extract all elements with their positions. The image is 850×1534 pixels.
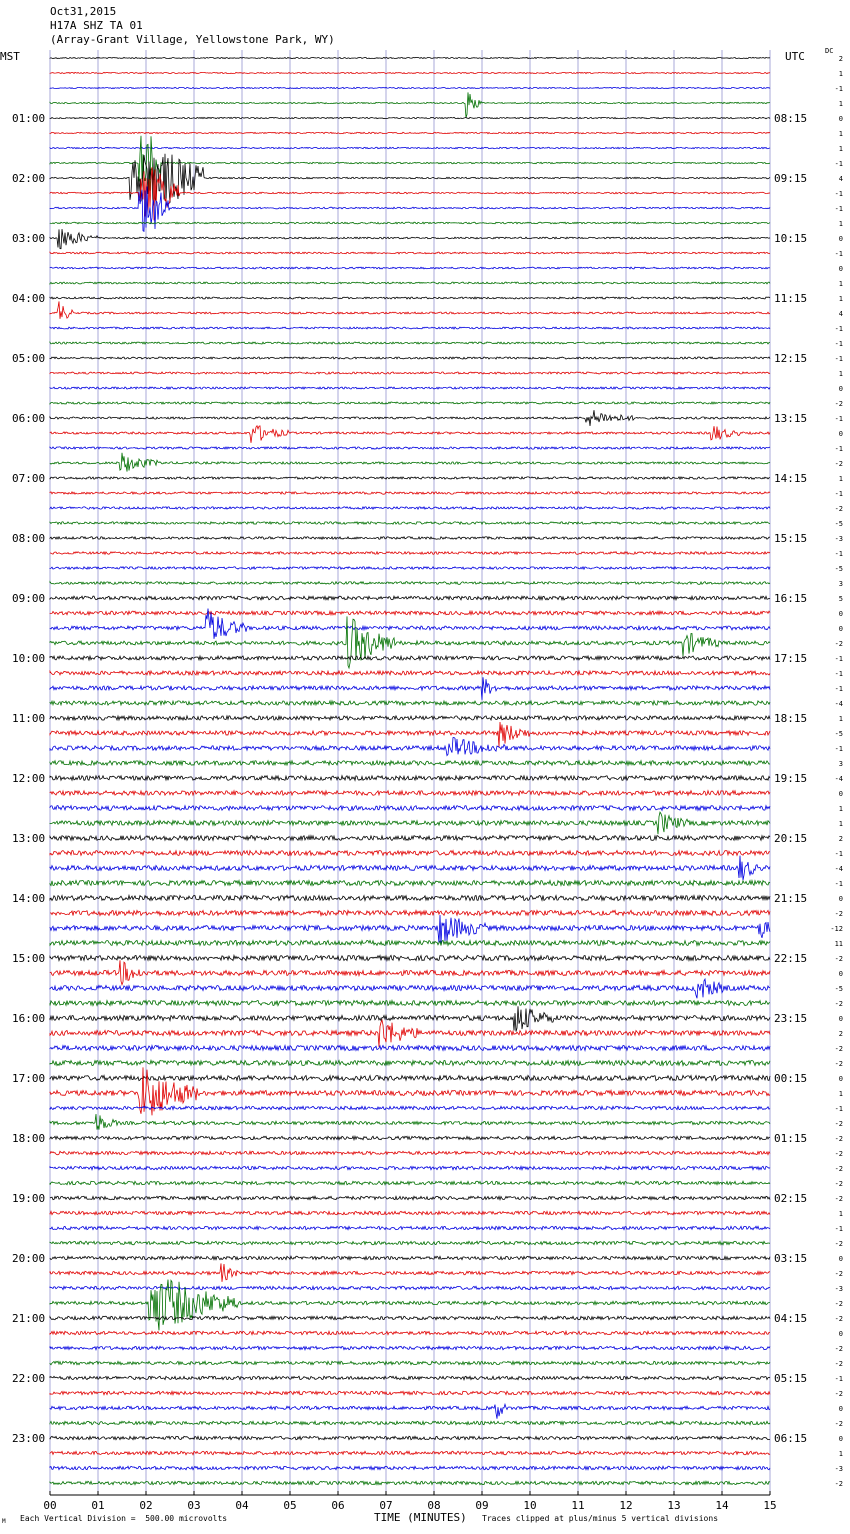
trace-line-16	[50, 297, 770, 299]
station-location: (Array-Grant Village, Yellowstone Park, WY)	[50, 33, 335, 46]
trace-line-86	[50, 1346, 770, 1349]
left-hour-label: 17:00	[12, 1072, 46, 1085]
trace-line-1	[50, 72, 770, 73]
left-hour-label: 16:00	[12, 1012, 46, 1025]
x-tick-label: 01	[91, 1499, 105, 1512]
clip-note: Traces clipped at plus/minus 5 vertical divisions	[482, 1514, 719, 1523]
trace-line-64	[50, 1006, 770, 1031]
trace-line-40	[50, 656, 770, 660]
x-tick-label: 14	[715, 1499, 729, 1512]
trace-line-27	[50, 453, 770, 472]
trace-line-22	[50, 387, 770, 389]
x-tick-label: 06	[331, 1499, 345, 1512]
left-hour-label: 04:00	[12, 292, 46, 305]
trace-line-37	[50, 611, 770, 615]
trace-line-54	[50, 856, 770, 881]
trace-line-24	[50, 410, 770, 426]
trace-line-18	[50, 327, 770, 329]
trace-line-50	[50, 806, 770, 811]
dc-offset-value: 1	[838, 820, 843, 828]
dc-offset-value: -3	[834, 535, 843, 543]
right-hour-label: 10:15	[774, 232, 808, 245]
dc-offset-value: 1	[838, 130, 843, 138]
trace-line-0	[50, 57, 770, 58]
trace-line-67	[50, 1060, 770, 1065]
right-hour-label: 21:15	[774, 892, 808, 905]
trace-line-95	[50, 1481, 770, 1484]
right-hour-label: 18:15	[774, 712, 808, 725]
dc-offset-value: -2	[834, 910, 843, 918]
trace-line-21	[50, 372, 770, 374]
plot-date: Oct31,2015	[50, 5, 117, 18]
trace-line-29	[50, 492, 770, 494]
right-hour-label: 14:15	[774, 472, 808, 485]
dc-offset-value: 11	[834, 940, 843, 948]
trace-line-60	[50, 955, 770, 960]
left-hour-label: 14:00	[12, 892, 46, 905]
trace-line-20	[50, 357, 770, 359]
left-hour-label: 06:00	[12, 412, 46, 425]
trace-line-14	[50, 267, 770, 269]
dc-offset-value: -1	[834, 490, 843, 498]
trace-line-44	[50, 716, 770, 720]
trace-line-52	[50, 836, 770, 841]
dc-offset-value: 1	[838, 370, 843, 378]
dc-offset-value: 0	[838, 265, 843, 273]
dc-offset-value: -2	[834, 1045, 843, 1053]
trace-line-9	[50, 167, 770, 220]
trace-line-56	[50, 895, 770, 900]
right-hour-label: 11:15	[774, 292, 808, 305]
trace-line-4	[50, 117, 770, 118]
dc-offset-value: -2	[834, 1390, 843, 1398]
x-tick-label: 13	[667, 1499, 681, 1512]
dc-offset-value: 0	[838, 970, 843, 978]
dc-offset-value: -5	[834, 565, 843, 573]
trace-line-32	[50, 537, 770, 539]
dc-offset-value: -3	[834, 1285, 843, 1293]
dc-offset-value: 1	[838, 1450, 843, 1458]
left-hour-label: 09:00	[12, 592, 46, 605]
left-hour-label: 22:00	[12, 1372, 46, 1385]
trace-line-61	[50, 960, 770, 984]
trace-line-35	[50, 582, 770, 585]
trace-line-87	[50, 1361, 770, 1364]
dc-offset-value: 1	[838, 1090, 843, 1098]
dc-offset-value: 1	[838, 220, 843, 228]
x-tick-label: 07	[379, 1499, 393, 1512]
trace-line-71	[50, 1114, 770, 1130]
dc-offset-value: -2	[834, 1195, 843, 1203]
dc-offset-value: 4	[838, 310, 843, 318]
dc-offset-value: -2	[834, 505, 843, 513]
trace-line-82	[50, 1286, 770, 1289]
dc-offset-value: -2	[834, 1315, 843, 1323]
left-hour-label: 05:00	[12, 352, 46, 365]
seismic-traces	[50, 57, 770, 1484]
trace-line-66	[50, 1045, 770, 1050]
trace-line-41	[50, 671, 770, 675]
dc-offset-value: -4	[834, 700, 843, 708]
trace-line-68	[50, 1075, 770, 1080]
trace-line-79	[50, 1241, 770, 1244]
dc-offset-value: -1	[834, 355, 843, 363]
right-hour-label: 02:15	[774, 1192, 808, 1205]
left-hour-label: 15:00	[12, 952, 46, 965]
dc-offset-label: DC	[825, 47, 834, 55]
trace-line-43	[50, 701, 770, 705]
trace-line-73	[50, 1151, 770, 1154]
dc-offset-value: 5	[838, 595, 843, 603]
trace-line-76	[50, 1196, 770, 1199]
dc-offset-value: 3	[838, 760, 843, 768]
trace-line-19	[50, 342, 770, 344]
dc-offset-value: -5	[834, 730, 843, 738]
dc-offset-value: 2	[838, 55, 843, 63]
dc-offset-value: -2	[834, 1180, 843, 1188]
right-hour-label: 16:15	[774, 592, 808, 605]
trace-line-7	[50, 136, 770, 191]
dc-offset-value: -1	[834, 1375, 843, 1383]
dc-offset-value: -2	[834, 1480, 843, 1488]
dc-offset-value: 0	[838, 1015, 843, 1023]
trace-line-59	[50, 940, 770, 945]
dc-offset-value: -4	[834, 775, 843, 783]
dc-offset-value: 1	[838, 70, 843, 78]
dc-offset-value: -1	[834, 85, 843, 93]
left-hour-label: 08:00	[12, 532, 46, 545]
dc-offset-value: 1	[838, 100, 843, 108]
dc-offset-value: -1	[834, 685, 843, 693]
trace-line-92	[50, 1436, 770, 1439]
trace-line-25	[50, 426, 770, 443]
trace-line-93	[50, 1451, 770, 1454]
trace-line-57	[50, 910, 770, 915]
dc-offset-value: 0	[838, 1075, 843, 1083]
trace-line-74	[50, 1166, 770, 1169]
dc-offset-value: 0	[838, 430, 843, 438]
x-axis-title: TIME (MINUTES)	[374, 1511, 467, 1524]
dc-offset-value: 0	[838, 610, 843, 618]
trace-line-47	[50, 761, 770, 765]
right-hour-label: 04:15	[774, 1312, 808, 1325]
dc-offset-value: 1	[838, 295, 843, 303]
left-hour-label: 18:00	[12, 1132, 46, 1145]
trace-line-36	[50, 596, 770, 600]
left-timezone-label: MST	[0, 50, 20, 63]
dc-offset-value: -1	[834, 745, 843, 753]
trace-line-63	[50, 1001, 770, 1006]
dc-offset-value: 0	[838, 790, 843, 798]
dc-offset-value: -1	[834, 205, 843, 213]
trace-line-81	[50, 1263, 770, 1281]
trace-line-49	[50, 791, 770, 796]
trace-line-13	[50, 252, 770, 254]
trace-line-28	[50, 477, 770, 479]
trace-line-17	[50, 301, 770, 318]
trace-line-75	[50, 1181, 770, 1184]
trace-line-88	[50, 1376, 770, 1379]
dc-offset-value: 4	[838, 175, 843, 183]
right-hour-label: 20:15	[774, 832, 808, 845]
trace-line-89	[50, 1391, 770, 1394]
trace-line-31	[50, 522, 770, 524]
x-tick-label: 15	[763, 1499, 777, 1512]
x-tick-label: 12	[619, 1499, 633, 1512]
right-hour-label: 00:15	[774, 1072, 808, 1085]
trace-line-94	[50, 1466, 770, 1469]
dc-offset-value: -1	[834, 550, 843, 558]
dc-offset-value: 2	[838, 1030, 843, 1038]
trace-line-46	[50, 738, 770, 756]
dc-offset-value: -2	[834, 1270, 843, 1278]
x-tick-label: 11	[571, 1499, 585, 1512]
left-hour-label: 03:00	[12, 232, 46, 245]
left-hour-label: 19:00	[12, 1192, 46, 1205]
right-hour-label: 17:15	[774, 652, 808, 665]
dc-offset-value: -1	[834, 325, 843, 333]
trace-line-38	[50, 609, 770, 639]
dc-offset-value: -2	[834, 640, 843, 648]
right-hour-label: 03:15	[774, 1252, 808, 1265]
x-tick-label: 10	[523, 1499, 537, 1512]
right-timezone-label: UTC	[785, 50, 805, 63]
right-hour-label: 05:15	[774, 1372, 808, 1385]
trace-line-3	[50, 92, 770, 117]
dc-offset-value: 1	[838, 145, 843, 153]
left-hour-label: 10:00	[12, 652, 46, 665]
dc-offset-value: -1	[834, 880, 843, 888]
dc-offset-value: 0	[838, 235, 843, 243]
trace-line-5	[50, 132, 770, 133]
dc-offset-value: -2	[834, 1345, 843, 1353]
dc-offset-value: -1	[834, 850, 843, 858]
x-axis	[43, 1491, 776, 1512]
dc-offset-value: 1	[838, 475, 843, 483]
trace-line-80	[50, 1256, 770, 1259]
dc-offset-value: -1	[834, 445, 843, 453]
dc-offset-value: -2	[834, 1240, 843, 1248]
left-hour-label: 12:00	[12, 772, 46, 785]
trace-line-12	[50, 229, 770, 249]
dc-offset-value: -2	[834, 1000, 843, 1008]
right-hour-label: 13:15	[774, 412, 808, 425]
left-hour-label: 02:00	[12, 172, 46, 185]
right-hour-label: 06:15	[774, 1432, 808, 1445]
dc-offset-values	[830, 55, 843, 1488]
trace-line-78	[50, 1226, 770, 1229]
dc-offset-value: -2	[834, 1165, 843, 1173]
trace-line-6	[50, 147, 770, 148]
dc-offset-value: 0	[838, 625, 843, 633]
left-hour-label: 20:00	[12, 1252, 46, 1265]
dc-offset-value: 0	[838, 1435, 843, 1443]
right-hour-label: 08:15	[774, 112, 808, 125]
dc-offset-value: -5	[834, 985, 843, 993]
trace-line-53	[50, 851, 770, 856]
trace-line-90	[50, 1404, 770, 1418]
trace-line-85	[50, 1331, 770, 1334]
trace-line-34	[50, 567, 770, 570]
left-hour-label: 23:00	[12, 1432, 46, 1445]
trace-line-26	[50, 447, 770, 449]
minute-gridlines	[50, 50, 770, 1491]
left-hour-label: 13:00	[12, 832, 46, 845]
left-hour-label: 07:00	[12, 472, 46, 485]
x-tick-label: 03	[187, 1499, 201, 1512]
trace-line-30	[50, 507, 770, 509]
trace-line-62	[50, 979, 770, 998]
dc-offset-value: -1	[834, 655, 843, 663]
trace-line-58	[50, 915, 770, 944]
left-hour-label: 21:00	[12, 1312, 46, 1325]
x-tick-label: 00	[43, 1499, 57, 1512]
right-hour-label: 23:15	[774, 1012, 808, 1025]
dc-offset-value: 0	[838, 895, 843, 903]
dc-offset-value: -2	[834, 1060, 843, 1068]
trace-line-45	[50, 722, 770, 747]
dc-offset-value: -2	[834, 1120, 843, 1128]
dc-offset-value: -1	[834, 1225, 843, 1233]
dc-offset-value: -1	[834, 340, 843, 348]
left-hour-label: 01:00	[12, 112, 46, 125]
trace-line-15	[50, 282, 770, 284]
dc-offset-value: -2	[834, 460, 843, 468]
dc-offset-value: -2	[834, 1420, 843, 1428]
x-tick-label: 08	[427, 1499, 441, 1512]
dc-offset-value: 1	[838, 805, 843, 813]
dc-offset-value: 0	[838, 1405, 843, 1413]
dc-offset-value: 2	[838, 835, 843, 843]
dc-offset-value: -1	[834, 670, 843, 678]
trace-line-11	[50, 222, 770, 224]
trace-line-2	[50, 87, 770, 88]
right-hour-label: 12:15	[774, 352, 808, 365]
trace-line-77	[50, 1211, 770, 1214]
right-hour-label: 19:15	[774, 772, 808, 785]
dc-offset-value: -2	[834, 955, 843, 963]
dc-offset-value: -12	[830, 925, 843, 933]
dc-offset-value: -2	[834, 1150, 843, 1158]
dc-offset-value: 0	[838, 115, 843, 123]
trace-line-91	[50, 1421, 770, 1424]
dc-offset-value: -1	[834, 160, 843, 168]
dc-offset-value: -1	[834, 190, 843, 198]
right-hour-label: 09:15	[774, 172, 808, 185]
vertical-division-note: Each Vertical Division = 500.00 microvolts	[20, 1514, 228, 1523]
dc-offset-value: -2	[834, 1135, 843, 1143]
dc-offset-value: 1	[838, 715, 843, 723]
dc-offset-value: -2	[834, 1300, 843, 1308]
trace-line-48	[50, 776, 770, 781]
dc-offset-value: -2	[834, 1360, 843, 1368]
trace-line-23	[50, 402, 770, 404]
trace-line-70	[50, 1106, 770, 1109]
dc-offset-value: 0	[838, 1330, 843, 1338]
dc-offset-value: 0	[838, 1255, 843, 1263]
trace-line-51	[50, 812, 770, 834]
station-code: H17A SHZ TA 01	[50, 19, 143, 32]
trace-line-65	[50, 1020, 770, 1047]
dc-offset-value: -5	[834, 520, 843, 528]
dc-offset-value: -1	[834, 250, 843, 258]
x-tick-label: 04	[235, 1499, 249, 1512]
trace-line-72	[50, 1136, 770, 1139]
dc-offset-value: 3	[838, 580, 843, 588]
dc-offset-value: -3	[834, 1465, 843, 1473]
right-hour-label: 01:15	[774, 1132, 808, 1145]
x-tick-label: 09	[475, 1499, 489, 1512]
dc-offset-value: 1	[838, 280, 843, 288]
left-hour-label: 11:00	[12, 712, 46, 725]
dc-offset-value: -1	[834, 1105, 843, 1113]
trace-line-42	[50, 677, 770, 700]
dc-offset-value: 1	[838, 1210, 843, 1218]
dc-offset-value: 0	[838, 385, 843, 393]
corner-mark: M	[2, 1518, 6, 1525]
right-hour-label: 22:15	[774, 952, 808, 965]
dc-offset-value: -1	[834, 415, 843, 423]
dc-offset-value: -2	[834, 400, 843, 408]
right-hour-label: 15:15	[774, 532, 808, 545]
trace-line-55	[50, 881, 770, 886]
trace-line-33	[50, 552, 770, 555]
x-tick-label: 05	[283, 1499, 297, 1512]
dc-offset-value: -4	[834, 865, 843, 873]
x-tick-label: 02	[139, 1499, 153, 1512]
